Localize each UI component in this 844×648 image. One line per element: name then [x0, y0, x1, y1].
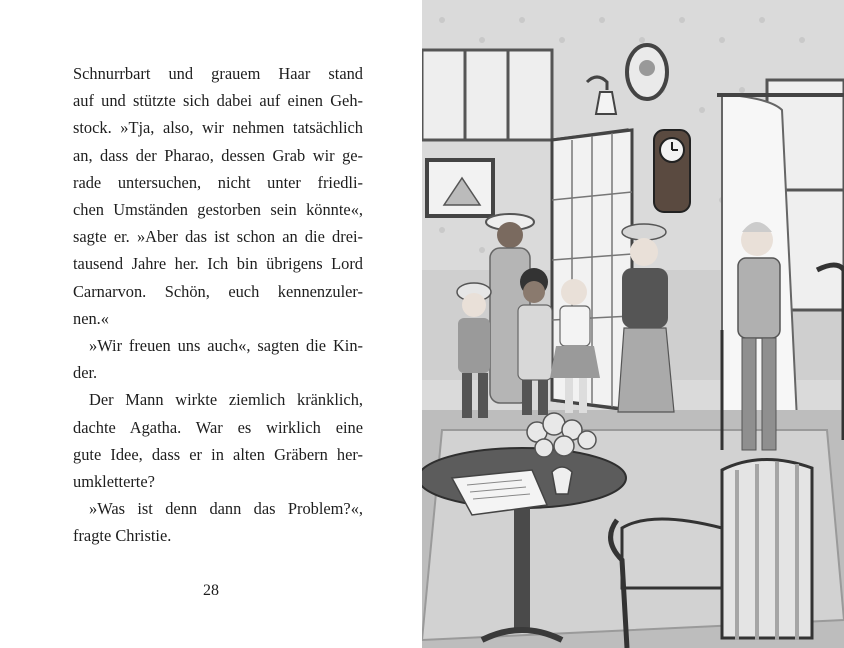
room-scene-illustration [422, 0, 844, 648]
page-number: 28 [203, 582, 219, 599]
text-line: auf und stützte sich dabei auf einen Geh- [73, 91, 363, 111]
body-text [73, 60, 363, 550]
text-line: chen Umständen gestorben sein könnte«, [73, 200, 363, 220]
text-line: Carnarvon. Schön, euch kennenzuler- [73, 281, 363, 301]
text-line: an, dass der Pharao, dessen Grab wir ge- [73, 145, 363, 165]
text-line: rade untersuchen, nicht unter friedli- [73, 172, 363, 192]
text-line: Schnurrbart und grauem Haar stand [73, 64, 363, 83]
text-line: fragte Christie. [73, 526, 172, 546]
text-line: »Was ist denn dann das Problem?«, [89, 499, 363, 519]
text-line: sagte er. »Aber das ist schon an die drei- [73, 227, 363, 247]
text-line: umkletterte? [73, 472, 155, 492]
text-line: der. [73, 363, 98, 383]
text-line: stock. »Tja, also, wir nehmen tatsächlich [73, 118, 363, 138]
text-line: dachte Agatha. War es wirklich eine [73, 417, 363, 437]
table-leg [514, 500, 530, 630]
text-line: »Wir freuen uns auch«, sagten die Kin- [89, 336, 363, 356]
text-line: tausend Jahre her. Ich bin übrigens Lord [73, 254, 363, 274]
left-window [422, 50, 552, 140]
text-line: Der Mann wirkte ziemlich kränklich, [89, 390, 363, 410]
armchair-seat [622, 519, 722, 588]
text-line: gute Idee, dass er in alten Gräbern her- [73, 444, 363, 464]
vase [552, 467, 572, 494]
illustration-right [422, 0, 844, 648]
text-line: nen.« [73, 308, 109, 328]
wall-lamp [596, 92, 616, 114]
